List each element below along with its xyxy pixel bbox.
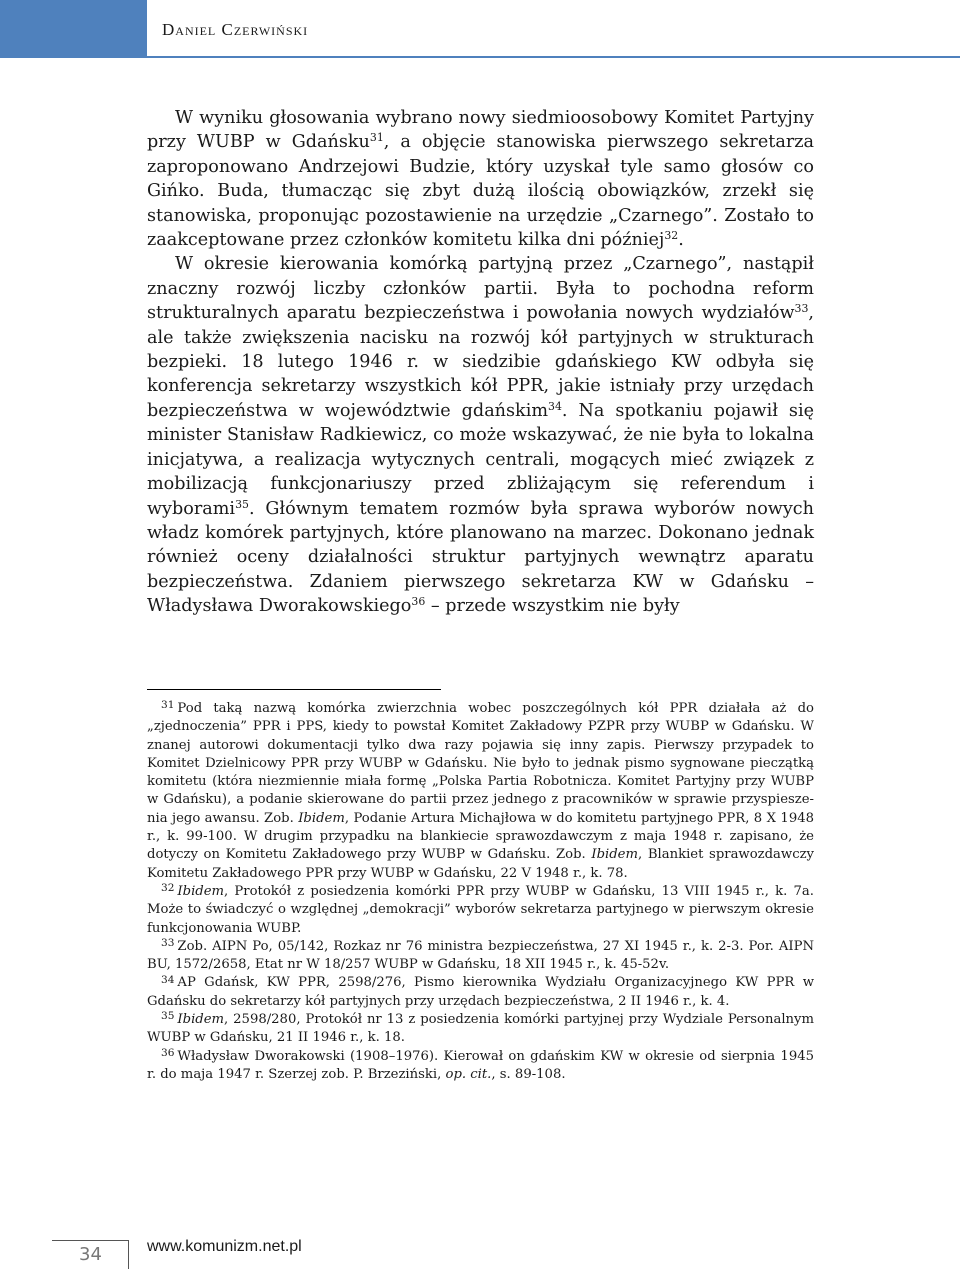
footnote-number: 35 [161, 1010, 175, 1023]
text-span: . Na spotkaniu pojawił się minister Stanisław Radkiewicz, co może wskazywać, że nie była to lokalna inicjatywa, a realizacja wytycznych centrali, mogących mieć związek z mobilizacją funkcjonariuszy przed zbliżającym się referendum i wyborami [147, 400, 815, 519]
text-span: AP Gdańsk, KW PPR, 2598/276, Pismo kierownika Wydziału Organizacyjnego KW PPR w Gdańsku do sekretarzy kół partyjnych przy urzędach bezpieczeństwa, 2 II 1946 r., k. 4. [147, 975, 814, 1009]
footnote-number: 32 [161, 882, 175, 895]
italic-text: Ibidem [298, 810, 345, 826]
footnote-31 [147, 700, 814, 883]
footnote-32 [147, 883, 814, 938]
text-span: . [678, 230, 684, 251]
text-span: Pod taką nazwą komórka zwierzchnia wobec poszczególnych kół PPR działała aż do „zjednoczenia” PPR i PPS, kiedy to powstał Komitet Zakładowy PZPR przy WUBP w Gdańsku. W znanej autorowi dokumentacji tylko dwa razy pojawia się inny zapis. Pierwszy przypadek to Komitet Dzielnicowy PPR przy WUBP w Gdańsku. Nie było to jednak pismo sygnowane pieczątką komitetu (która niezmiennie miała formę „Polska Partia Robotnicza. Komitet Partyjny przy WUBP w Gdańsku), a podanie skierowane do partii przez jednego z pracowników w sprawie przyspieszenia jego awansu. Zob. [147, 701, 814, 826]
footnote-ref-36[interactable]: 36 [411, 595, 426, 609]
italic-text: Ibidem [591, 847, 638, 863]
footnote-number: 33 [161, 937, 175, 950]
footnote-ref-34[interactable]: 34 [548, 399, 562, 413]
text-span: , a objęcie stanowiska pierwszego sekretarza zaproponowano Andrzejowi Budzie, który uzyskał tyle samo głosów co Gińko. Buda, tłumacząc się zbyt dużą ilością obowiązków, zrzekł się stanowiska, proponując pozostawienie na urzędzie „Czarnego”. Zostało to zaakceptowane przez członków komitetu kilka dni później [147, 132, 814, 251]
text-span: W wyniku głosowania wybrano nowy siedmioosobowy Komitet Partyjny przy WUBP w Gdańsku [147, 108, 814, 153]
header-color-block [0, 0, 147, 58]
header-rule [147, 56, 960, 58]
footnote-34 [147, 974, 814, 1011]
text-span: , s. 89-108. [491, 1066, 566, 1082]
text-span: , Protokół z posiedzenia komórki PPR przy WUBP w Gdańsku, 13 VIII 1945 r., k. 7a. Może to świadczyć o względnej „demokracji” wyborów sekretarza partyjnego w pierwszym okresie funkcjonowania WUBP. [147, 883, 814, 936]
page-number: 34 [79, 1244, 102, 1265]
footnote-number: 36 [161, 1046, 175, 1059]
footnote-ref-35[interactable]: 35 [235, 497, 249, 511]
text-span: Zob. AIPN Po, 05/142, Rozkaz nr 76 ministra bezpieczeństwa, 27 XI 1945 r., k. 2-3. Por. AIPN BU, 1572/2658, Etat nr W 18/257 WUBP w Gdańsku, 18 XII 1945 r., k. 45-52v. [147, 938, 814, 973]
footnote-35 [147, 1011, 814, 1048]
text-span: , Blankiet sprawozdawczy Komitetu Zakładowego PPR przy WUBP w Gdańsku, 22 V 1948 r., k. 78. [147, 847, 814, 881]
text-span: . Głównym tematem rozmów była sprawa wyborów nowych władz komórek partyjnych, które planowano na marzec. Dokonano jednak również oceny działalności struktur partyjnych wewnątrz aparatu bezpieczeństwa. Zdaniem pierwszego sekretarza KW w Gdańsku – Władysława Dworakowskiego [147, 498, 814, 617]
footnote-number: 34 [161, 973, 175, 986]
text-span: – przede wszystkim nie były [425, 596, 680, 617]
text-span: Władysław Dworakowski (1908–1976). Kierował on gdańskim KW w okresie od sierpnia 1945 r. do maja 1947 r. Szerzej zob. P. Brzeziński, [147, 1048, 814, 1082]
running-header-author: Daniel Czerwiński [162, 20, 309, 39]
footnote-ref-33[interactable]: 33 [794, 302, 809, 316]
italic-text: op. cit. [445, 1066, 492, 1082]
footnotes [147, 700, 814, 1084]
italic-text: Ibidem [177, 1012, 225, 1028]
footnote-36 [147, 1048, 814, 1085]
footnote-separator [147, 689, 441, 690]
text-span: , Podanie Artura Michajłowa w do komitetu partyjnego PPR, 8 X 1948 r., k. 99-100. W drugim przypadku na blankiecie sprawozdawczym z maja 1948 r. zapisano, że dotyczy on Komitetu Zakładowego przy WUBP w Gdańsku. Zob. [147, 810, 814, 863]
footnote-ref-32[interactable]: 32 [664, 229, 679, 243]
text-span: , ale także zwiększenia nacisku na rozwój kół partyjnych w strukturach bezpieki. 18 lutego 1946 r. w siedzibie gdańskiego KW odbyła się konferencja sekretarzy wszystkich kół PPR, jakie istniały przy urzędach bezpieczeństwa w województwie gdańskim [147, 303, 814, 421]
paragraph-1 [147, 106, 814, 252]
text-span: W okresie kierowania komórką partyjną przez „Czarnego”, nastąpił znaczny rozwój liczby członków partii. Była to pochodna reform strukturalnych aparatu bezpieczeństwa i powołania nowych wydziałów [147, 254, 814, 324]
italic-text: Ibidem [177, 883, 225, 899]
paragraph-2 [147, 252, 814, 618]
website-link[interactable]: www.komunizm.net.pl [147, 1238, 302, 1255]
main-text [147, 106, 814, 619]
footnote-33 [147, 938, 814, 975]
footnote-ref-31[interactable]: 31 [369, 131, 384, 145]
footnote-number: 31 [161, 699, 175, 712]
text-span: , 2598/280, Protokół nr 13 z posiedzenia komórki partyjnej przy Wydziale Personalnym WUBP w Gdańsku, 21 II 1946 r., k. 18. [147, 1012, 814, 1046]
